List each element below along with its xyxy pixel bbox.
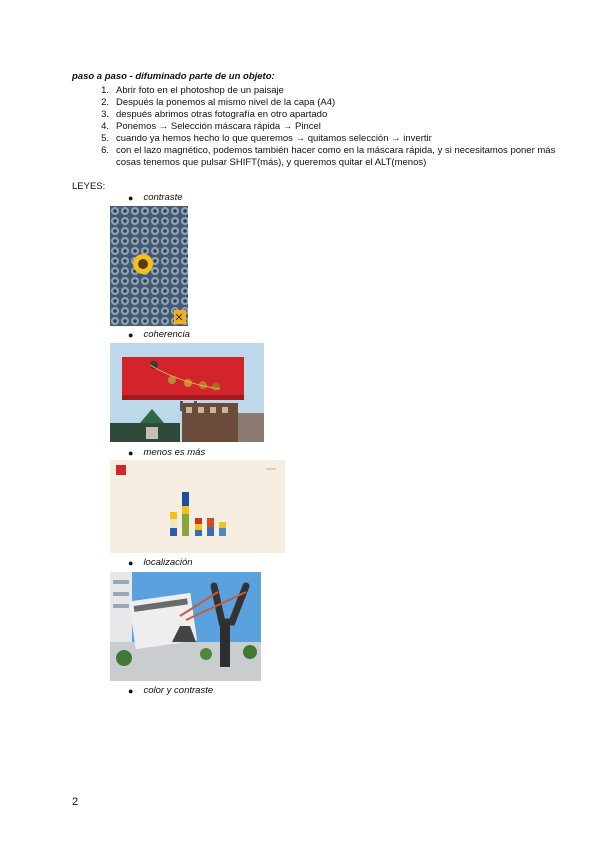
step-item: 6. con el lazo magnético, podemos también hacer como en la máscara rápida, y si necesitamos poner más cosas tenemos que pulsar SHIFT(más), y queremos quitar el ALT(menos) [101,145,556,168]
leyes-label: LEYES: [72,181,106,192]
step-item: 4. Ponemos → Selección máscara rápida → Pincel [101,121,321,132]
page-number: 2 [72,796,79,808]
bullet-dot: ● [128,192,134,203]
step-item: 1. Abrir foto en el photoshop de un paisaje [101,85,284,96]
law-item-menos-es-mas: ● menos es más [128,447,206,458]
step-item: 2. Después la ponemos al mismo nivel de la capa (A4) [101,97,336,108]
law-item-coherencia: ● coherencia [128,329,190,340]
image-slingshot-billboard [110,572,261,681]
image-sunflower-contrast [110,206,188,326]
image-lego-ad [110,460,285,553]
bullet-dot: ● [128,329,134,340]
step-item: 5. cuando ya hemos hecho lo que queremos → quitamos selección → invertir [101,133,432,144]
heading: paso a paso - difuminado parte de un objeto: [72,71,275,82]
step-item: 3. después abrimos otras fotografía en otro apartado [101,109,328,120]
bullet-dot: ● [128,685,134,696]
law-item-contraste: ● contraste [128,192,183,203]
bullet-dot: ● [128,447,134,458]
bullet-dot: ● [128,557,134,568]
image-red-billboard [110,343,264,442]
steps-list [88,85,558,169]
law-item-localizacion: ● localización [128,557,193,568]
law-item-color-y-contraste: ● color y contraste [128,685,214,696]
